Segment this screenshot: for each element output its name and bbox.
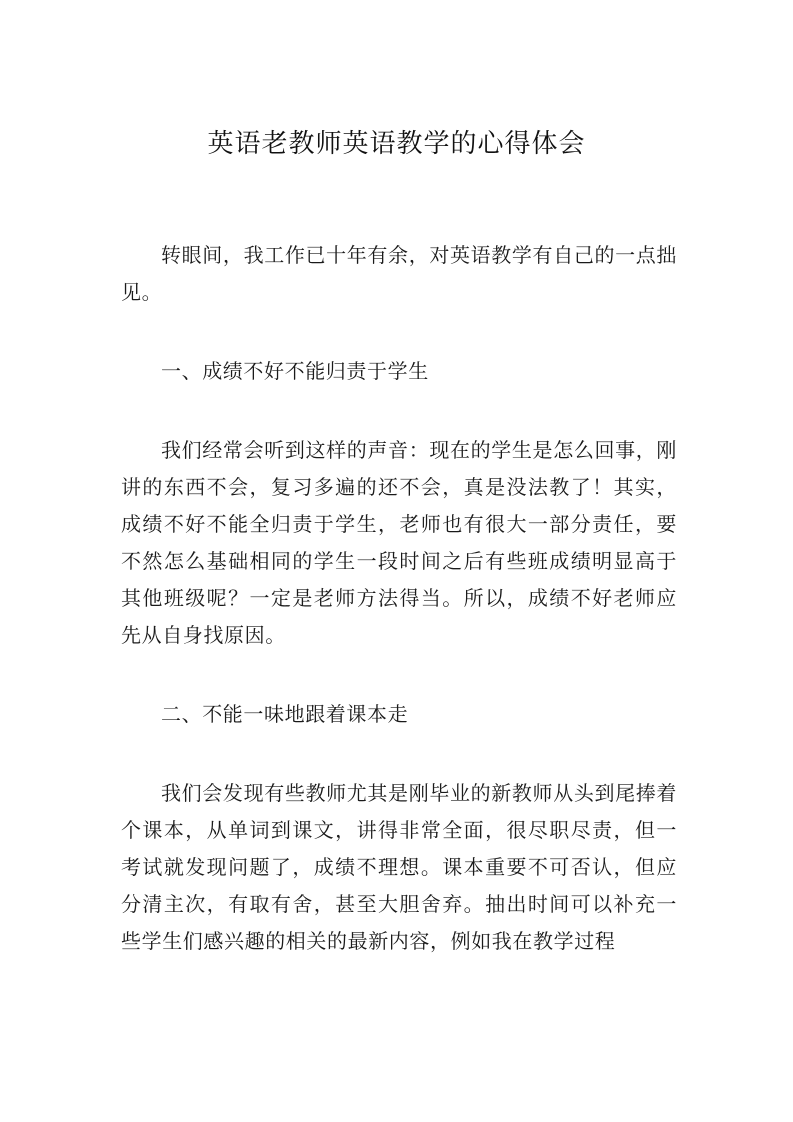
body-paragraph-1: 我们经常会听到这样的声音：现在的学生是怎么回事，刚讲的东西不会，复习多遍的还不会，真是没法教了！其实，成绩不好不能全归责于学生，老师也有很大一部分责任，要不然怎么基础相同的学生一段时间之后有些班成绩明显高于其他班级呢？一定是老师方法得当。所以，成绩不好老师应先从自身找原因。	[121, 438, 677, 647]
body-paragraph-2: 我们会发现有些教师尤其是刚毕业的新教师从头到尾捧着个课本，从单词到课文，讲得非常全面，很尽职尽责，但一考试就发现问题了，成绩不理想。课本重要不可否认，但应分清主次，有取有舍，甚至大胆舍弃。抽出时间可以补充一些学生们感兴趣的相关的最新内容，例如我在教学过程	[121, 781, 677, 953]
section-heading-1: 一、成绩不好不能归责于学生	[161, 359, 429, 383]
document-title: 英语老教师英语教学的心得体会	[207, 129, 586, 159]
intro-paragraph: 转眼间，我工作已十年有余，对英语教学有自己的一点拙见。	[121, 243, 677, 304]
section-heading-2: 二、不能一味地跟着课本走	[161, 702, 409, 726]
document-body	[121, 237, 677, 960]
